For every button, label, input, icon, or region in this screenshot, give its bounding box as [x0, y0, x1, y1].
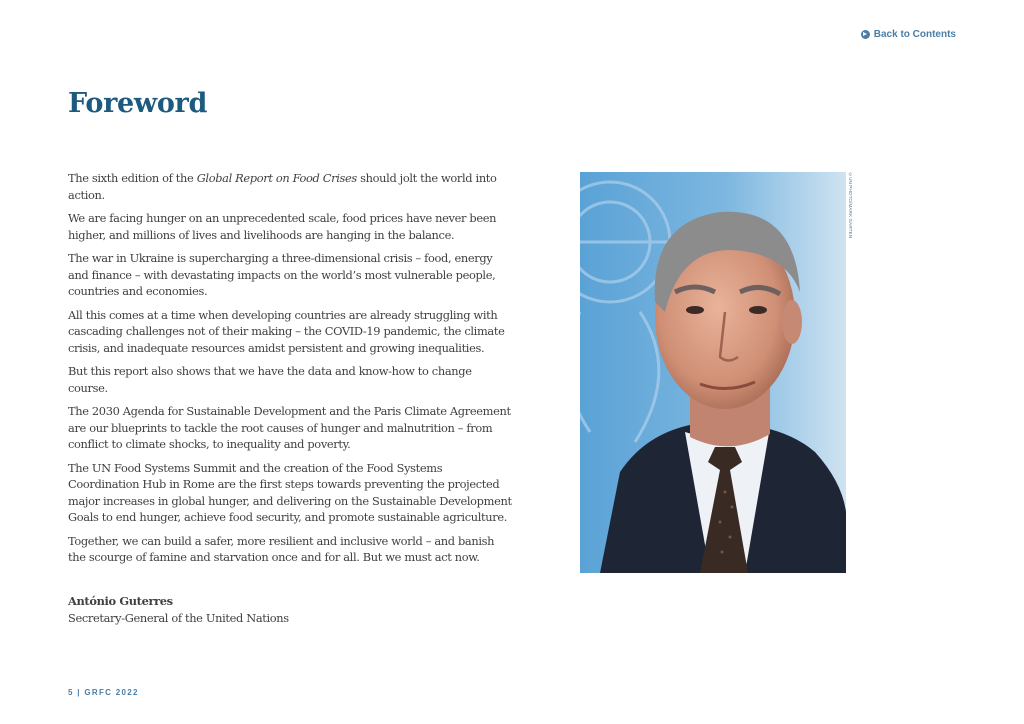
- page-title: Foreword: [68, 88, 208, 119]
- foreword-body: [68, 170, 514, 573]
- report-name: GRFC 2022: [84, 688, 139, 697]
- report-title-italic: Global Report on Food Crises: [196, 171, 357, 185]
- signatory-name: António Guterres: [68, 594, 173, 608]
- portrait-illustration: [580, 172, 846, 573]
- signatory-title: Secretary-General of the United Nations: [68, 610, 289, 625]
- back-to-contents-link[interactable]: [861, 29, 956, 40]
- paragraph-4: All this comes at a time when developing countries are already struggling with cascading challenges not of their making – the COVID-19 pandemic, the climate crisis, and inadequate resources amidst persistent and growing inequalities.: [68, 307, 505, 355]
- paragraph-3: The war in Ukraine is supercharging a three-dimensional crisis – food, energy and finance – with devastating impacts on the world’s most vulnerable people, countries and economies.: [68, 251, 496, 298]
- signature-block: [68, 593, 289, 626]
- back-to-contents-label: Back to Contents: [873, 29, 956, 40]
- play-circle-icon: [861, 30, 870, 39]
- page-footer: [68, 688, 139, 697]
- paragraph-7: The UN Food Systems Summit and the creation of the Food Systems Coordination Hub in Rome are the first steps towards preventing the projected major increases in global hunger, and delivering on the Sustainable Development Goals to end hunger, achieve food security, and promote sustainable agriculture.: [68, 460, 512, 524]
- paragraph-1-tail: should jolt the world into action.: [68, 171, 497, 202]
- paragraph-1-lead: The sixth edition of the: [68, 171, 197, 185]
- footer-separator: |: [77, 688, 81, 697]
- paragraph-1: [68, 170, 514, 203]
- paragraph-2: We are facing hunger on an unprecedented scale, food prices have never been higher, and millions of lives and livelihoods are hanging in the balance.: [68, 211, 497, 242]
- portrait-photo: [580, 172, 846, 573]
- photo-credit: ©UN PHOTO/MARK GARTEN: [848, 172, 853, 239]
- page-number: 5: [68, 688, 74, 697]
- paragraph-5: But this report also shows that we have the data and know-how to change course.: [68, 364, 472, 395]
- paragraph-8: Together, we can build a safer, more resilient and inclusive world – and banish the scourge of famine and starvation once and for all. But we must act now.: [68, 533, 495, 564]
- paragraph-6: The 2030 Agenda for Sustainable Development and the Paris Climate Agreement are our blueprints to tackle the root causes of hunger and malnutrition – from conflict to climate shocks, to inequality and poverty.: [68, 404, 511, 451]
